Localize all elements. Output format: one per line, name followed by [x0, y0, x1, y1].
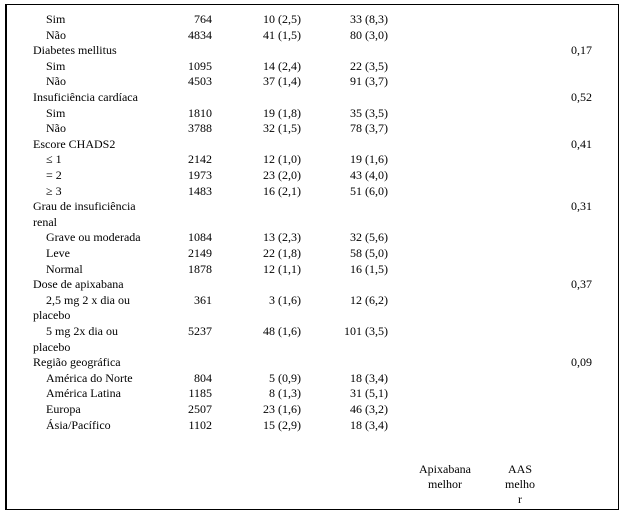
row-apixabana: 22 (1,8) [263, 246, 301, 260]
row-n: 764 [194, 12, 212, 26]
row-label: 2,5 mg 2 x dia ou [46, 292, 130, 307]
row-label: Sim [46, 105, 66, 120]
row-label: ≥ 3 [46, 183, 62, 198]
table-frame [5, 4, 619, 510]
row-aas: 46 (3,2) [350, 402, 388, 416]
row-apixabana: 19 (1,8) [263, 105, 301, 120]
row-aas: 19 (1,6) [350, 152, 388, 167]
row-label: Normal [46, 261, 83, 276]
row-apixabana: 32 (1,5) [263, 121, 301, 136]
row-label: Grau de insuficiência [33, 199, 136, 214]
row-label: Não [46, 27, 66, 42]
row-apixabana: 14 (2,4) [263, 58, 301, 73]
row-apixabana: 5 (0,9) [269, 370, 301, 385]
row-p-value: 0,31 [571, 199, 592, 214]
row-n: 3788 [188, 121, 212, 136]
row-n: 1878 [188, 261, 212, 276]
row-n: 804 [194, 370, 212, 385]
row-aas: 91 (3,7) [350, 74, 388, 89]
row-aas: 32 (5,6) [350, 230, 388, 245]
row-label: América do Norte [46, 370, 133, 385]
footer-apixabana-line1: Apixabana [419, 462, 471, 476]
row-n: 2149 [188, 246, 212, 260]
row-apixabana: 12 (1,0) [263, 152, 301, 167]
row-label: placebo [33, 339, 71, 354]
row-aas: 12 (6,2) [350, 292, 388, 307]
row-aas: 35 (3,5) [350, 105, 388, 120]
row-label: = 2 [46, 168, 62, 182]
row-p-value: 0,17 [571, 43, 592, 58]
row-aas: 31 (5,1) [350, 386, 388, 401]
row-apixabana: 15 (2,9) [263, 417, 301, 432]
row-aas: 22 (3,5) [350, 58, 388, 73]
row-label: Sim [46, 12, 66, 26]
row-apixabana: 16 (2,1) [263, 183, 301, 198]
row-apixabana: 12 (1,1) [263, 261, 301, 276]
row-label: Não [46, 74, 66, 89]
row-p-value: 0,37 [571, 277, 592, 292]
row-apixabana: 13 (2,3) [263, 230, 301, 245]
row-n: 1973 [188, 168, 212, 182]
row-apixabana: 23 (1,6) [263, 402, 301, 416]
row-label: Escore CHADS2 [33, 136, 116, 151]
row-label: placebo [33, 308, 71, 323]
row-label: Grave ou moderada [46, 230, 141, 245]
row-aas: 18 (3,4) [350, 417, 388, 432]
footer-aas-line1: AAS [507, 462, 532, 476]
row-n: 1185 [188, 386, 212, 401]
row-label: Insuficiência cardíaca [33, 90, 138, 104]
row-label: 5 mg 2x dia ou [46, 324, 118, 338]
row-aas: 18 (3,4) [350, 370, 388, 385]
row-aas: 43 (4,0) [350, 168, 388, 182]
row-aas: 33 (8,3) [350, 12, 388, 26]
row-n: 1483 [188, 183, 212, 198]
row-apixabana: 23 (2,0) [263, 168, 301, 182]
row-n: 2142 [188, 152, 212, 167]
row-p-value: 0,52 [571, 90, 592, 104]
row-aas: 16 (1,5) [350, 261, 388, 276]
footer-apixabana-line2: melhor [428, 477, 462, 491]
row-p-value: 0,09 [571, 355, 592, 370]
row-label: renal [33, 214, 57, 229]
row-aas: 78 (3,7) [350, 121, 388, 136]
row-n: 4834 [188, 27, 212, 42]
footer-aas-line3: r [518, 492, 522, 506]
left-border [6, 5, 7, 509]
row-n: 4503 [188, 74, 212, 89]
row-label: Dose de apixabana [33, 277, 124, 292]
row-apixabana: 10 (2,5) [263, 12, 301, 26]
row-label: Não [46, 121, 66, 136]
row-apixabana: 37 (1,4) [263, 74, 301, 89]
row-label: Leve [46, 246, 70, 260]
row-apixabana: 3 (1,6) [269, 292, 301, 307]
row-n: 1095 [188, 58, 212, 73]
row-label: Ásia/Pacífico [46, 417, 111, 432]
row-aas: 58 (5,0) [350, 246, 388, 260]
row-label: América Latina [46, 386, 121, 401]
footer-aas-line2: melho [505, 477, 535, 491]
row-n: 1084 [188, 230, 212, 245]
row-n: 1810 [188, 105, 212, 120]
row-n: 361 [194, 292, 212, 307]
row-label: ≤ 1 [46, 152, 62, 167]
row-aas: 80 (3,0) [350, 27, 388, 42]
row-aas: 101 (3,5) [344, 324, 388, 338]
row-aas: 51 (6,0) [350, 183, 388, 198]
row-p-value: 0,41 [571, 136, 592, 151]
row-label: Região geográfica [33, 355, 121, 370]
row-apixabana: 41 (1,5) [263, 27, 301, 42]
row-apixabana: 48 (1,6) [263, 324, 301, 338]
row-label: Diabetes mellitus [33, 43, 117, 58]
row-n: 5237 [188, 324, 212, 338]
row-apixabana: 8 (1,3) [269, 386, 301, 401]
row-label: Sim [46, 58, 66, 73]
row-label: Europa [46, 402, 81, 416]
row-n: 2507 [188, 402, 212, 416]
row-n: 1102 [188, 417, 212, 432]
